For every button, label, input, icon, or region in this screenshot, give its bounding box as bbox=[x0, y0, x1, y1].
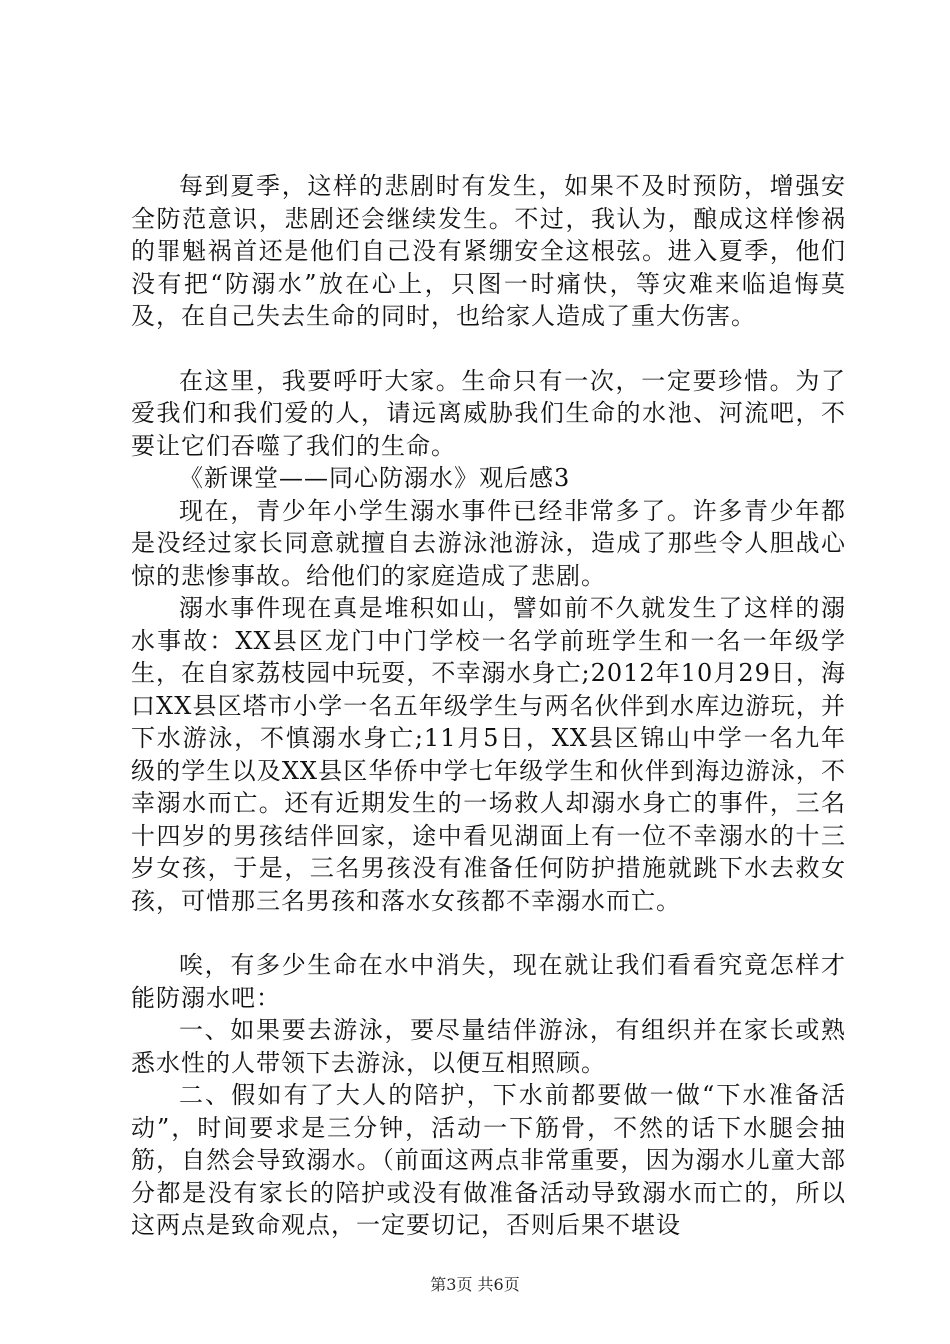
paragraph-how-to-prevent: 唉，有多少生命在水中消失，现在就让我们看看究竟怎样才能防溺水吧： bbox=[131, 951, 846, 1012]
paragraph-tip-two: 二、假如有了大人的陪护，下水前都要做一做“下水准备活动”，时间要求是三分钟，活动一下筋骨，不然的话下水腿会抽筋，自然会导致溺水。（前面这两点非常重要，因为溺水儿童大部分都是没有家长的陪护或没有做准备活动导致溺水而亡的，所以这两点是致命观点，一定要切记，否则后果不堪设 bbox=[131, 1081, 846, 1239]
paragraph-incidents: 溺水事件现在真是堆积如山，譬如前不久就发生了这样的溺水事故：XX县区龙门中门学校一名学前班学生和一名一年级学生，在自家荔枝园中玩耍，不幸溺水身亡;2012年10月29日，海口XX县区塔市小学一名五年级学生与两名伙伴到水库边游玩，并下水游泳，不慎溺水身亡;11月5日，XX县区锦山中学一名九年级的学生以及XX县区华侨中学七年级学生和伙伴到海边游泳，不幸溺水而亡。还有近期发生的一场救人却溺水身亡的事件，三名十四岁的男孩结伴回家，途中看见湖面上有一位不幸溺水的十三岁女孩，于是，三名男孩没有准备任何防护措施就跳下水去救女孩，可惜那三名男孩和落水女孩都不幸溺水而亡。 bbox=[131, 594, 846, 915]
paragraph-summer-tragedy: 每到夏季，这样的悲剧时有发生，如果不及时预防，增强安全防范意识，悲剧还会继续发生。不过，我认为，酿成这样惨祸的罪魁祸首还是他们自己没有紧绷安全这根弦。进入夏季，他们没有把“防溺水”放在心上，只图一时痛快，等灾难来临追悔莫及，在自己失去生命的同时，也给家人造成了重大伤害。 bbox=[131, 172, 846, 330]
document-body bbox=[131, 170, 846, 1242]
paragraph-tip-one: 一、如果要去游泳，要尽量结伴游泳，有组织并在家长或熟悉水性的人带领下去游泳，以便互相照顾。 bbox=[131, 1016, 846, 1077]
paragraph-appeal: 在这里，我要呼吁大家。生命只有一次，一定要珍惜。为了爱我们和我们爱的人，请远离威胁我们生命的水池、河流吧，不要让它们吞噬了我们的生命。 bbox=[131, 366, 846, 460]
paragraph-drowning-common: 现在，青少年小学生溺水事件已经非常多了。许多青少年都是没经过家长同意就擅自去游泳池游泳，造成了那些令人胆战心惊的悲惨事故。给他们的家庭造成了悲剧。 bbox=[131, 496, 846, 590]
page-number-footer: 第3页 共6页 bbox=[430, 1275, 520, 1294]
section-title: 《新课堂——同心防溺水》观后感3 bbox=[179, 464, 571, 492]
